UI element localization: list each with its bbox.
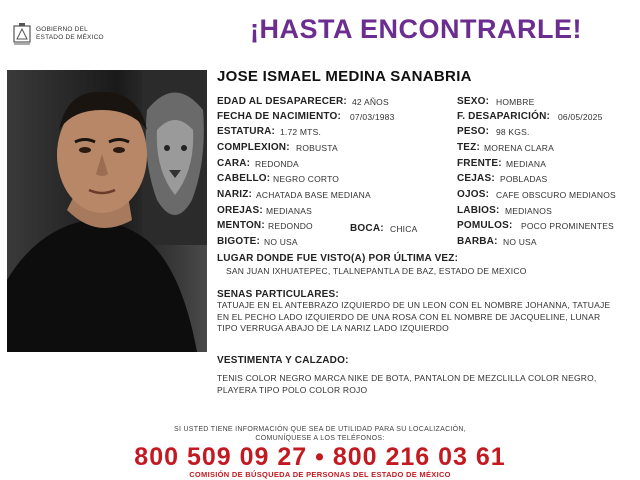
chin-value: REDONDO bbox=[268, 221, 313, 231]
age-value: 42 AÑOS bbox=[352, 97, 389, 107]
nose-label: NARIZ: bbox=[217, 189, 253, 200]
mustache-label: BIGOTE: bbox=[217, 236, 261, 247]
commission-name: COMISIÓN DE BÚSQUEDA DE PERSONAS DEL ESTADO DE MÉXICO bbox=[189, 470, 451, 479]
clothing-value: TENIS COLOR NEGRO MARCA NIKE DE BOTA, PANTALON DE MEZCLILLA COLOR NEGRO, PLAYERA TIPO POLO COLOR ROJO bbox=[217, 373, 597, 395]
beard-label: BARBA: bbox=[457, 236, 498, 247]
beard-value: NO USA bbox=[503, 237, 537, 247]
height-value: 1.72 MTS. bbox=[280, 127, 322, 137]
complexion-tone-label: TEZ: bbox=[457, 142, 481, 153]
chin-label: MENTON: bbox=[217, 220, 265, 231]
disappearance-date-label: F. DESAPARICIÓN: bbox=[457, 111, 551, 122]
disappearance-date-value: 06/05/2025 bbox=[558, 112, 603, 122]
weight-label: PESO: bbox=[457, 126, 490, 137]
lips-label: LABIOS: bbox=[457, 205, 500, 216]
forehead-label: FRENTE: bbox=[457, 158, 502, 169]
distinguishing-marks-value: TATUAJE EN EL ANTEBRAZO IZQUIERDO DE UN LEON CON EL NOMBRE JOHANNA, TATUAJE EN EL PECHO LADO IZQUIERDO DE UNA ROSA CON EL NOMBRE DE JACQUELINE, LUNAR TIPO VERRUGA ABAJO DE LA NARIZ LADO IZQUIERDO bbox=[217, 300, 611, 333]
cheekbones-label: POMULOS: bbox=[457, 220, 513, 231]
eyes-label: OJOS: bbox=[457, 189, 490, 200]
hair-value: NEGRO CORTO bbox=[273, 174, 340, 184]
info-line-2: COMUNÍQUESE A LOS TELÉFONOS: bbox=[255, 435, 385, 442]
cheekbones-value: POCO PROMINENTES bbox=[521, 221, 614, 231]
clothing-title: VESTIMENTA Y CALZADO: bbox=[217, 355, 349, 366]
mustache-value: NO USA bbox=[264, 237, 298, 247]
nose-value: ACHATADA BASE MEDIANA bbox=[256, 190, 371, 200]
height-label: ESTATURA: bbox=[217, 126, 276, 137]
missing-person-photo bbox=[7, 70, 207, 352]
last-seen-value: SAN JUAN IXHUATEPEC, TLALNEPANTLA DE BAZ, ESTADO DE MEXICO bbox=[226, 266, 527, 276]
age-label: EDAD AL DESAPARECER: bbox=[217, 96, 347, 107]
mouth-label: BOCA: bbox=[350, 223, 384, 234]
headline: ¡HASTA ENCONTRARLE! bbox=[250, 14, 582, 44]
logo-line-1: GOBIERNO DEL bbox=[36, 26, 88, 33]
eyebrows-value: POBLADAS bbox=[500, 174, 548, 184]
last-seen-title: LUGAR DONDE FUE VISTO(A) POR ÚLTIMA VEZ: bbox=[217, 253, 459, 264]
birthdate-label: FECHA DE NACIMIENTO: bbox=[217, 111, 341, 122]
mouth-value: CHICA bbox=[390, 224, 418, 234]
logo-line-2: ESTADO DE MÉXICO bbox=[36, 34, 104, 41]
sex-label: SEXO: bbox=[457, 96, 490, 107]
person-name: JOSE ISMAEL MEDINA SANABRIA bbox=[217, 68, 472, 85]
complexion-tone-value: MORENA CLARA bbox=[484, 143, 554, 153]
state-seal-icon bbox=[12, 22, 32, 46]
build-label: COMPLEXION: bbox=[217, 142, 290, 153]
birthdate-value: 07/03/1983 bbox=[350, 112, 395, 122]
lips-value: MEDIANOS bbox=[505, 206, 552, 216]
sex-value: HOMBRE bbox=[496, 97, 535, 107]
logo-text bbox=[36, 26, 104, 42]
hair-label: CABELLO: bbox=[217, 173, 271, 184]
build-value: ROBUSTA bbox=[296, 143, 338, 153]
government-logo bbox=[12, 22, 122, 48]
face-label: CARA: bbox=[217, 158, 251, 169]
portrait-image bbox=[7, 70, 207, 352]
eyebrows-label: CEJAS: bbox=[457, 173, 495, 184]
weight-value: 98 KGS. bbox=[496, 127, 530, 137]
eyes-value: CAFE OBSCURO MEDIANOS bbox=[496, 190, 616, 200]
forehead-value: MEDIANA bbox=[506, 159, 547, 169]
ears-label: OREJAS: bbox=[217, 205, 263, 216]
face-value: REDONDA bbox=[255, 159, 299, 169]
info-line-1: SI USTED TIENE INFORMACIÓN QUE SEA DE UTILIDAD PARA SU LOCALIZACIÓN, bbox=[173, 426, 467, 433]
phone-numbers: 800 509 09 27 • 800 216 03 61 bbox=[134, 443, 506, 471]
ears-value: MEDIANAS bbox=[266, 206, 312, 216]
distinguishing-marks-title: SENAS PARTICULARES: bbox=[217, 289, 339, 300]
